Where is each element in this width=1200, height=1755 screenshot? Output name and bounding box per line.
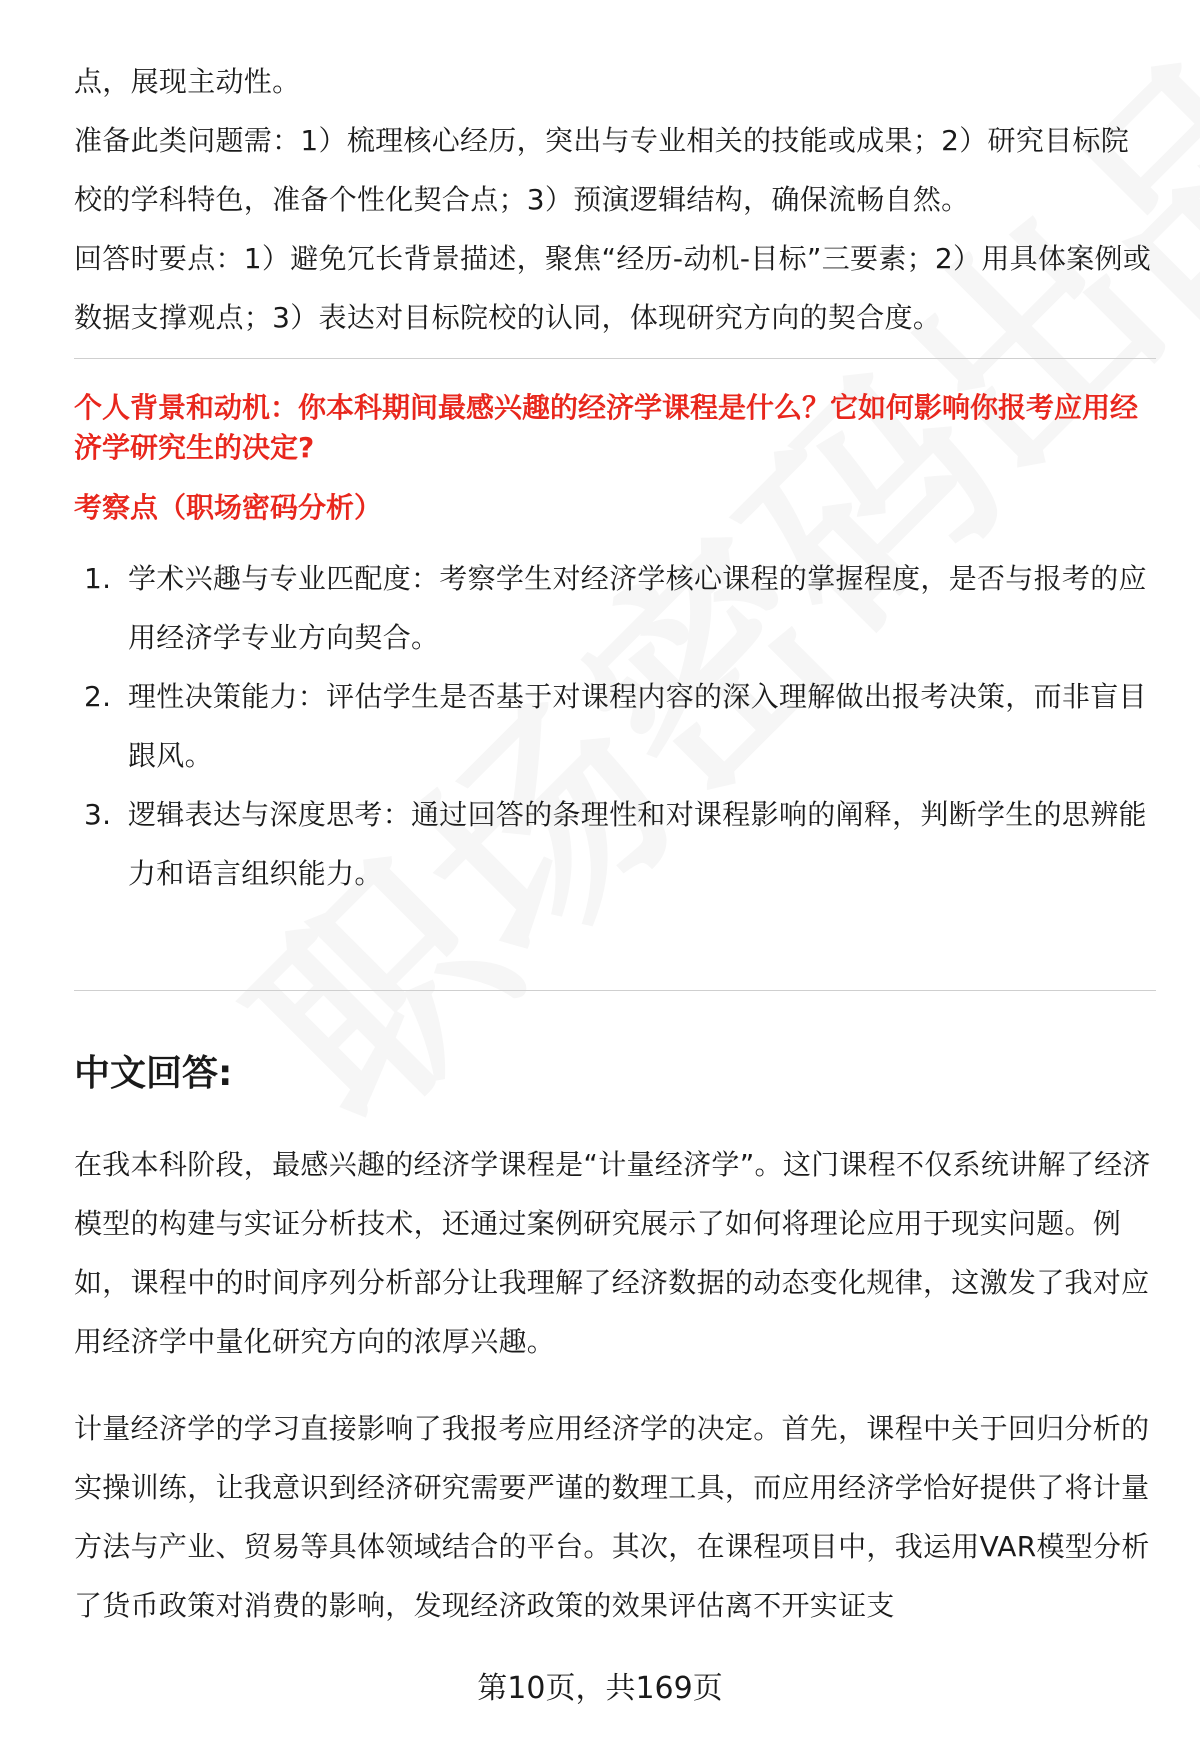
list-number: 3.	[84, 798, 112, 831]
list-number: 1.	[84, 562, 112, 595]
list-item	[84, 667, 1159, 785]
list-text: 理性决策能力：评估学生是否基于对课程内容的深入理解做出报考决策，而非盲目跟风。	[128, 680, 1147, 772]
assess-heading: 考察点（职场密码分析）	[74, 491, 383, 524]
page-footer: 第10页，共169页	[477, 1671, 723, 1706]
list-number: 2.	[84, 680, 112, 713]
answer-heading: 中文回答:	[74, 1053, 233, 1094]
answer-paragraph-1: 在我本科阶段，最感兴趣的经济学课程是“计量经济学”。这门课程不仅系统讲解了经济模型的构建与实证分析技术，还通过案例研究展示了如何将理论应用于现实问题。例如，课程中的时间序列分析部分让我理解了经济数据的动态变化规律，这激发了我对应用经济学中量化研究方向的浓厚兴趣。	[74, 1148, 1151, 1358]
answer-paragraph-2: 计量经济学的学习直接影响了我报考应用经济学的决定。首先，课程中关于回归分析的实操训练，让我意识到经济研究需要严谨的数理工具，而应用经济学恰好提供了将计量方法与产业、贸易等具体领域结合的平台。其次，在课程项目中，我运用VAR模型分析了货币政策对消费的影响，发现经济政策的效果评估离不开实证支	[74, 1412, 1150, 1622]
answer-body-2	[74, 1399, 1156, 1635]
list-text: 学术兴趣与专业匹配度：考察学生对经济学核心课程的掌握程度，是否与报考的应用经济学专业方向契合。	[128, 562, 1147, 654]
answer-body	[74, 1135, 1156, 1371]
intro-line: 点，展现主动性。	[74, 65, 301, 98]
list-text: 逻辑表达与深度思考：通过回答的条理性和对课程影响的阐释，判断学生的思辨能力和语言组织能力。	[128, 798, 1147, 890]
prep-paragraph: 准备此类问题需：1）梳理核心经历，突出与专业相关的技能或成果；2）研究目标院校的学科特色，准备个性化契合点；3）预演逻辑结构，确保流畅自然。	[74, 124, 1130, 216]
divider	[74, 358, 1156, 359]
list-item	[84, 785, 1159, 903]
question-title: 个人背景和动机：你本科期间最感兴趣的经济学课程是什么？它如何影响你报考应用经济学研究生的决定?	[74, 391, 1139, 464]
divider	[74, 990, 1156, 991]
intro-section	[74, 52, 1154, 347]
tips-paragraph: 回答时要点：1）避免冗长背景描述，聚焦“经历-动机-目标”三要素；2）用具体案例或数据支撑观点；3）表达对目标院校的认同，体现研究方向的契合度。	[74, 242, 1152, 334]
list-item	[84, 549, 1159, 667]
assess-points	[84, 549, 1159, 903]
